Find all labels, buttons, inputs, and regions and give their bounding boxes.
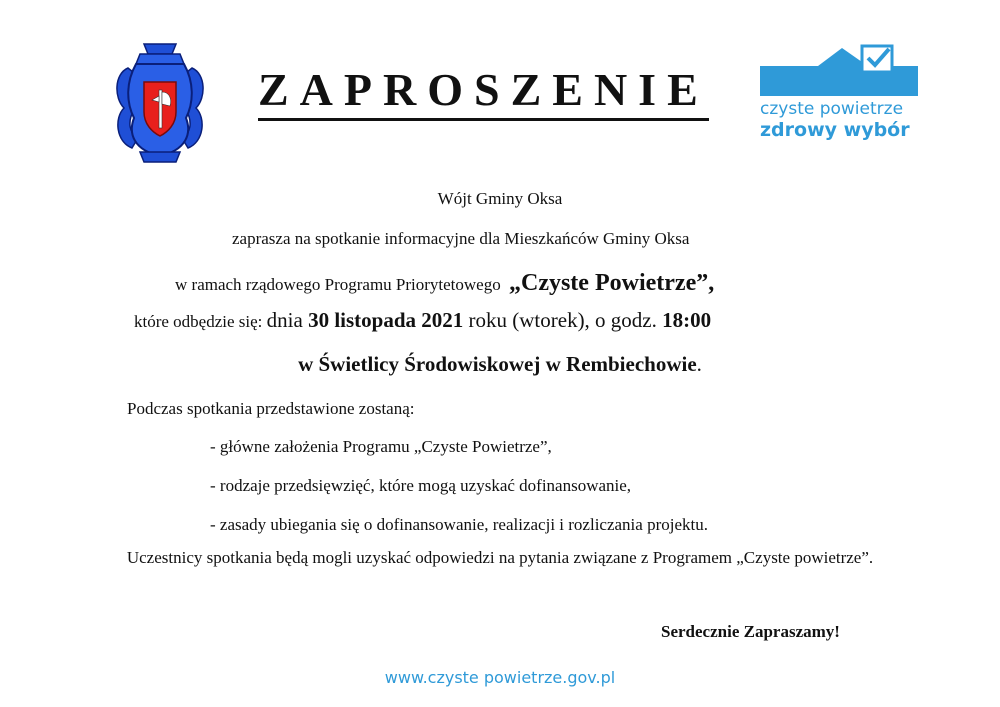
place-end: . <box>696 352 702 376</box>
program-line <box>175 270 714 297</box>
logo-line-1: czyste powietrze <box>760 99 904 119</box>
closing-line: Serdecznie Zapraszamy! <box>661 622 840 641</box>
intro-line: Podczas spotkania przedstawione zostaną: <box>127 399 415 418</box>
date-prefix: które odbędzie się: <box>134 312 267 331</box>
house-check-icon <box>758 44 924 98</box>
place-line <box>0 352 1000 377</box>
place-name: w Świetlicy Środowiskowej w Rembiechowie <box>298 352 697 376</box>
czyste-powietrze-logo <box>758 44 924 158</box>
participants-line: Uczestnicy spotkania będą mogli uzyskać odpowiedzi na pytania związane z Programem „Czyste powietrze”. <box>126 548 874 567</box>
coat-of-arms-logo <box>110 38 210 168</box>
list-item: - zasady ubiegania się o dofinansowanie, realizacji i rozliczania projektu. <box>210 515 708 534</box>
organizer-line: Wójt Gminy Oksa <box>437 189 563 208</box>
invite-line: zaprasza na spotkanie informacyjne dla Mieszkańców Gminy Oksa <box>232 229 690 248</box>
time-value: 18:00 <box>662 308 712 332</box>
date-value: 30 listopada 2021 <box>308 308 464 332</box>
program-prefix: w ramach rządowego Programu Priorytetowego <box>175 275 505 294</box>
date-line <box>134 308 711 333</box>
date-dnia: dnia <box>266 308 309 332</box>
topics-list <box>210 437 708 554</box>
list-item: - rodzaje przedsięwzięć, które mogą uzyskać dofinansowanie, <box>210 476 632 495</box>
list-item: - główne założenia Programu „Czyste Powietrze”, <box>210 437 552 456</box>
date-mid: roku (wtorek), o godz. <box>463 308 663 332</box>
page-title: ZAPROSZENIE <box>258 62 709 121</box>
logo-line-2: zdrowy wybór <box>760 119 910 141</box>
program-name: „Czyste Powietrze”, <box>508 270 715 296</box>
footer-url-link[interactable]: www.czyste powietrze.gov.pl <box>384 668 616 687</box>
